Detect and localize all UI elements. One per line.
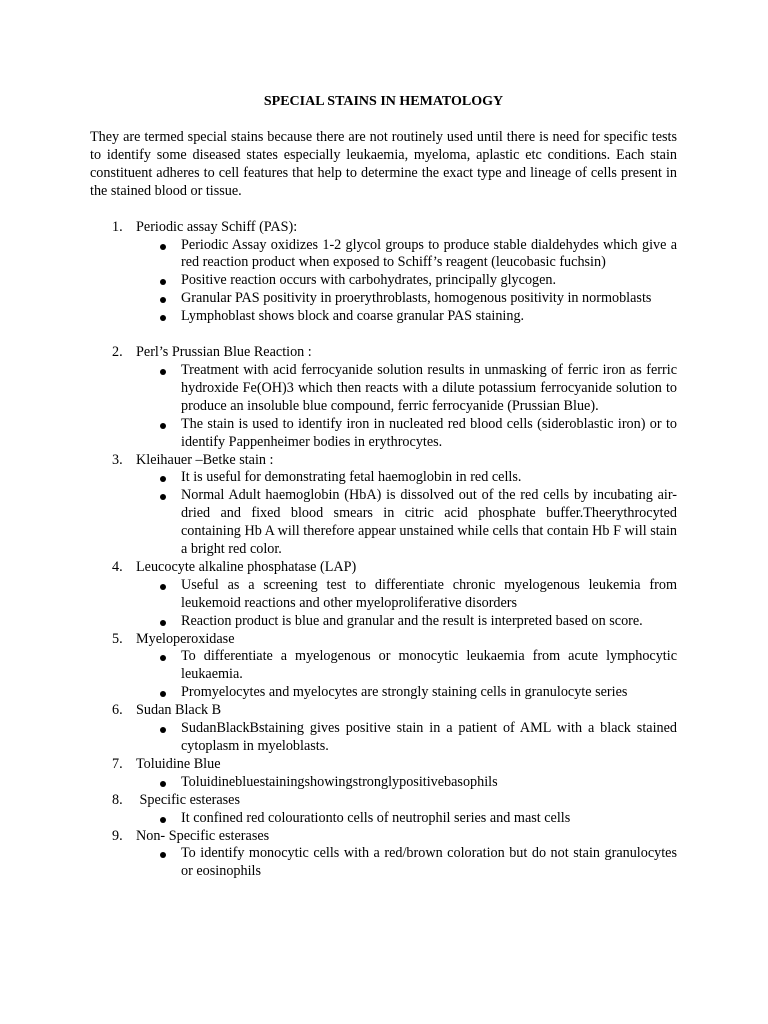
- item-number: 7.: [112, 755, 123, 772]
- bullet-icon: [160, 423, 166, 429]
- bullet-text: Useful as a screening test to differentiate chronic myelogenous leukemia from leukemoid reactions and other myeloproliferative disorders: [181, 576, 677, 611]
- bullet-icon: [160, 691, 166, 697]
- bullet-icon: [160, 279, 166, 285]
- bullet-icon: [160, 817, 166, 823]
- bullet-list: [136, 810, 677, 828]
- bullet-icon: [160, 369, 166, 375]
- list-item-kleihauer: [90, 452, 677, 559]
- bullet-item: [136, 845, 677, 881]
- bullet-list: [136, 362, 677, 452]
- item-heading: Toluidine Blue: [136, 755, 221, 772]
- item-heading: Sudan Black B: [136, 702, 222, 719]
- bullet-list: [136, 845, 677, 881]
- bullet-icon: [160, 584, 166, 590]
- bullet-text: Toluidinebluestainingshowingstronglypositivebasophils: [181, 773, 498, 790]
- item-number: 3.: [112, 451, 123, 468]
- spacer: [136, 326, 677, 344]
- document-page: [90, 93, 677, 881]
- bullet-icon: [160, 244, 166, 250]
- bullet-item: [136, 290, 677, 308]
- bullet-text: It confined red colourationto cells of neutrophil series and mast cells: [181, 809, 571, 826]
- bullet-text: SudanBlackBstaining gives positive stain in a patient of AML with a black stained cytoplasm in myeloblasts.: [181, 720, 677, 754]
- list-item-toluidine-blue: [90, 756, 677, 792]
- list-item-non-specific-esterases: [90, 828, 677, 882]
- bullet-item: [136, 613, 677, 631]
- item-heading: Perl’s Prussian Blue Reaction :: [136, 344, 312, 361]
- list-item-sudan-black: [90, 702, 677, 756]
- bullet-text: Normal Adult haemoglobin (HbA) is dissolved out of the red cells by incubating air-dried and fixed blood smears in citric acid phosphate buffer.Theerythrocyted containing Hb A will therefore appear unstained while cells that contain Hb F will stain a bright red color.: [181, 487, 677, 558]
- bullet-text: Periodic Assay oxidizes 1-2 glycol groups to produce stable dialdehydes which give a red reaction product when exposed to Schiff’s reagent (leucobasic fuchsin): [181, 236, 677, 271]
- bullet-item: [136, 774, 677, 792]
- bullet-item: [136, 469, 677, 487]
- bullet-icon: [160, 315, 166, 321]
- list-item-pas: [90, 219, 677, 344]
- bullet-icon: [160, 852, 166, 858]
- bullet-text: Reaction product is blue and granular and the result is interpreted based on score.: [181, 612, 643, 629]
- bullet-item: [136, 684, 677, 702]
- item-number: 2.: [112, 344, 123, 361]
- item-number: 1.: [112, 218, 123, 235]
- item-number: 9.: [112, 827, 123, 844]
- list-item-myeloperoxidase: [90, 631, 677, 703]
- bullet-item: [136, 648, 677, 684]
- item-number: 4.: [112, 558, 123, 575]
- bullet-icon: [160, 781, 166, 787]
- bullet-list: [136, 720, 677, 756]
- bullet-list: [136, 469, 677, 559]
- stain-list: [90, 219, 677, 882]
- bullet-text: Granular PAS positivity in proerythroblasts, homogenous positivity in normoblasts: [181, 290, 652, 307]
- bullet-list: [136, 648, 677, 702]
- bullet-item: [136, 308, 677, 326]
- bullet-icon: [160, 655, 166, 661]
- item-heading: Periodic assay Schiff (PAS):: [136, 218, 298, 235]
- bullet-item: [136, 237, 677, 273]
- bullet-icon: [160, 620, 166, 626]
- bullet-item: [136, 720, 677, 756]
- item-heading: Kleihauer –Betke stain :: [136, 451, 274, 468]
- bullet-icon: [160, 297, 166, 303]
- item-number: 8.: [112, 791, 123, 808]
- bullet-icon: [160, 727, 166, 733]
- bullet-text: To differentiate a myelogenous or monocytic leukaemia from acute lymphocytic leukaemia.: [181, 648, 677, 683]
- bullet-text: It is useful for demonstrating fetal haemoglobin in red cells.: [181, 469, 522, 486]
- item-number: 6.: [112, 702, 123, 719]
- bullet-item: [136, 577, 677, 613]
- intro-paragraph: They are termed special stains because there are not routinely used until there is need for specific tests to identify some diseased states especially leukaemia, myeloma, aplastic etc conditions. Each stain constituent adheres to cell features that help to determine the exact type and lineage of cells present in the stained blood or tissue.: [90, 129, 677, 199]
- bullet-list: [136, 237, 677, 327]
- item-heading: Myeloperoxidase: [136, 630, 235, 647]
- list-item-specific-esterases: [90, 792, 677, 828]
- bullet-item: [136, 487, 677, 559]
- list-item-perls: [90, 344, 677, 451]
- bullet-item: [136, 810, 677, 828]
- bullet-text: Promyelocytes and myelocytes are strongly staining cells in granulocyte series: [181, 684, 628, 701]
- bullet-icon: [160, 494, 166, 500]
- bullet-item: [136, 272, 677, 290]
- bullet-text: Lymphoblast shows block and coarse granular PAS staining.: [181, 308, 525, 325]
- bullet-text: Positive reaction occurs with carbohydrates, principally glycogen.: [181, 272, 557, 289]
- bullet-list: [136, 774, 677, 792]
- bullet-text: Treatment with acid ferrocyanide solution results in unmasking of ferric iron as ferric hydroxide Fe(OH)3 which then reacts with a dilute potassium ferrocyanide solution to produce an insoluble blue compound, ferric ferrocyanide (Prussian Blue).: [181, 361, 677, 414]
- bullet-item: [136, 362, 677, 416]
- document-title: SPECIAL STAINS IN HEMATOLOGY: [263, 94, 504, 109]
- item-heading: Leucocyte alkaline phosphatase (LAP): [136, 558, 357, 575]
- item-number: 5.: [112, 630, 123, 647]
- bullet-icon: [160, 476, 166, 482]
- bullet-text: To identify monocytic cells with a red/brown coloration but do not stain granulocytes or eosinophils: [181, 845, 677, 880]
- bullet-item: [136, 416, 677, 452]
- item-heading: Specific esterases: [136, 791, 240, 808]
- bullet-list: [136, 577, 677, 631]
- item-heading: Non- Specific esterases: [136, 827, 270, 844]
- list-item-lap: [90, 559, 677, 631]
- bullet-text: The stain is used to identify iron in nucleated red blood cells (sideroblastic iron) or to identify Pappenheimer bodies in erythrocytes.: [181, 415, 677, 450]
